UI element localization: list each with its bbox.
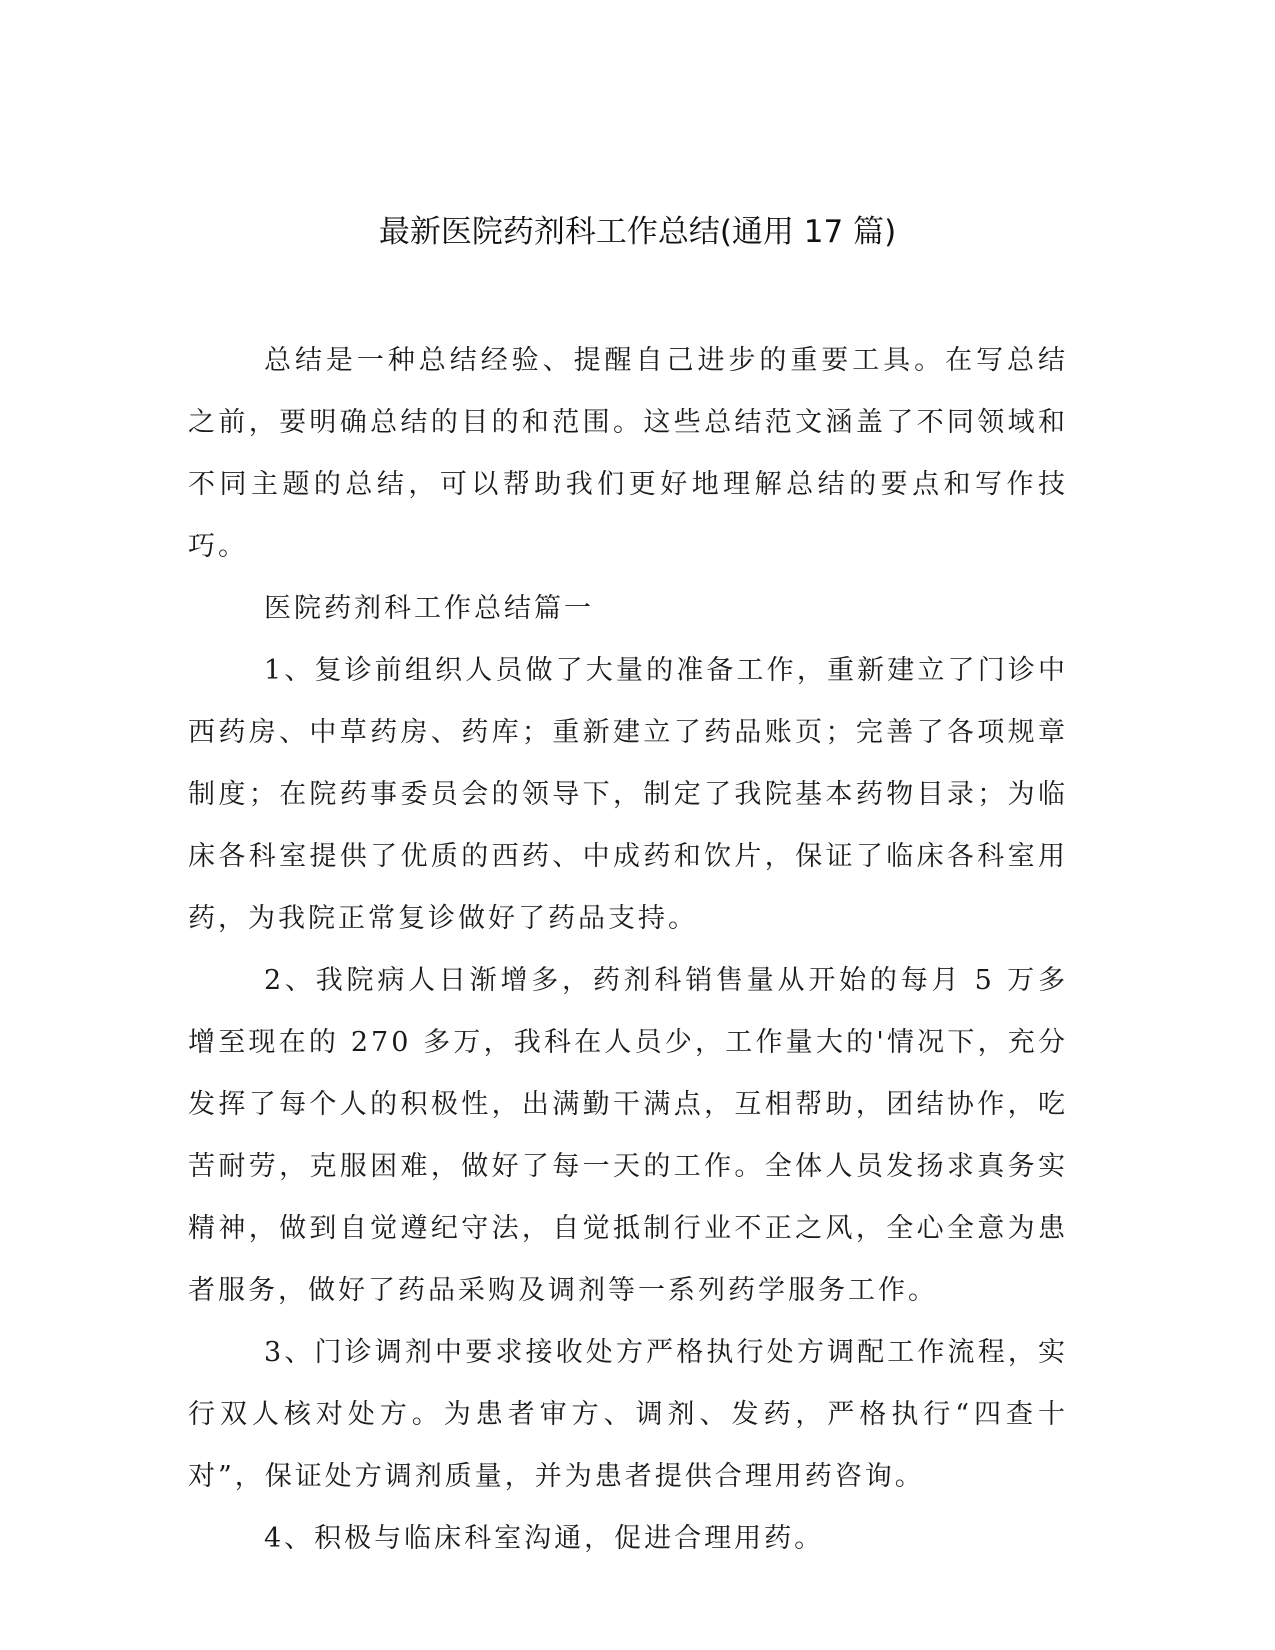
body-paragraph-2: 2、我院病人日渐增多，药剂科销售量从开始的每月 5 万多增至现在的 270 多万，我科在人员少，工作量大的'情况下，充分发挥了每个人的积极性，出满勤干满点，互相帮助，团结协作，吃苦耐劳，克服困难，做好了每一天的工作。全体人员发扬求真务实精神，做到自觉遵纪守法，自觉抵制行业不正之风，全心全意为患者服务，做好了药品采购及调剂等一系列药学服务工作。: [188, 965, 1068, 1306]
document-body: [188, 330, 1068, 1570]
section-heading: 医院药剂科工作总结篇一: [264, 593, 594, 624]
document-title: 最新医院药剂科工作总结(通用 17 篇): [378, 214, 897, 250]
body-paragraph-1: 1、复诊前组织人员做了大量的准备工作，重新建立了门诊中西药房、中草药房、药库；重新建立了药品账页；完善了各项规章制度；在院药事委员会的领导下，制定了我院基本药物目录；为临床各科室提供了优质的西药、中成药和饮片，保证了临床各科室用药，为我院正常复诊做好了药品支持。: [188, 655, 1068, 934]
intro-paragraph: 总结是一种总结经验、提醒自己进步的重要工具。在写总结之前，要明确总结的目的和范围。这些总结范文涵盖了不同领域和不同主题的总结，可以帮助我们更好地理解总结的要点和写作技巧。: [188, 345, 1068, 562]
body-paragraph-4: 4、积极与临床科室沟通，促进合理用药。: [264, 1523, 825, 1554]
body-paragraph-3: 3、门诊调剂中要求接收处方严格执行处方调配工作流程，实行双人核对处方。为患者审方、调剂、发药，严格执行“四查十对”，保证处方调剂质量，并为患者提供合理用药咨询。: [188, 1337, 1068, 1492]
